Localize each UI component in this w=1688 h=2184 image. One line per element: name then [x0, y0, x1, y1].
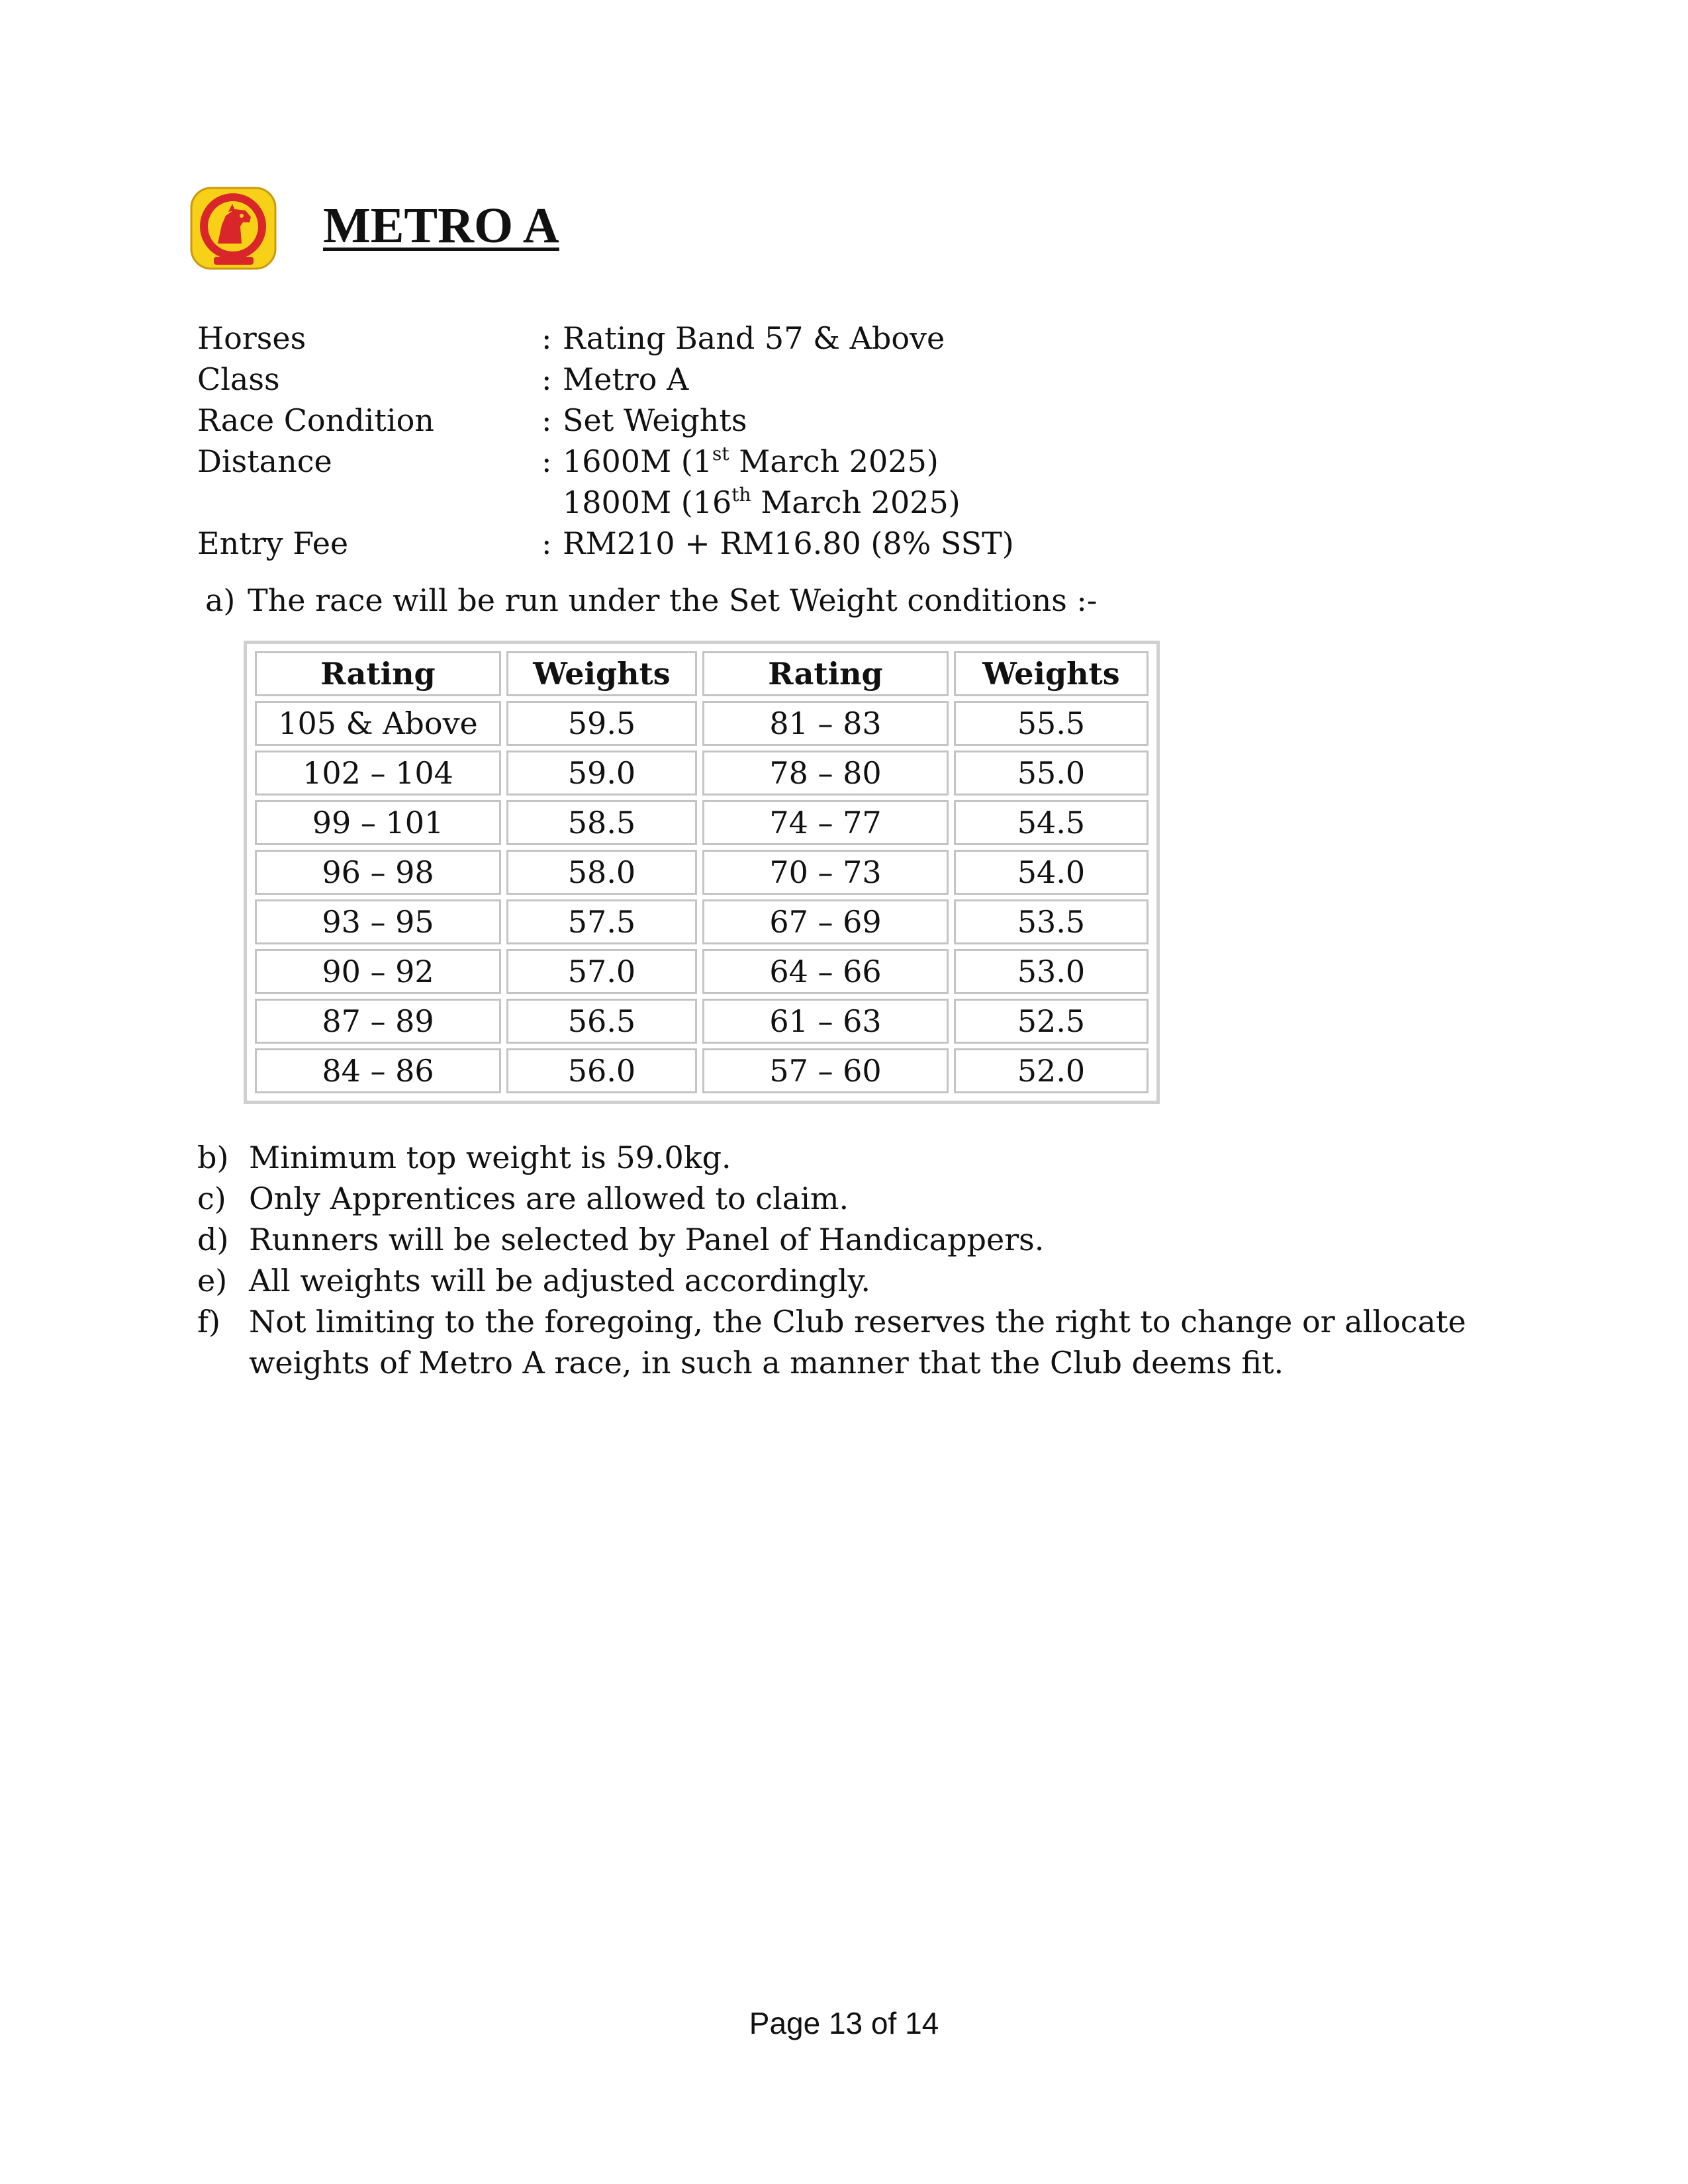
- rating-cell: 96 – 98: [255, 850, 501, 895]
- ordinal-suffix: th: [731, 484, 751, 506]
- weight-cell: 58.5: [506, 800, 697, 845]
- info-colon: :: [541, 525, 552, 561]
- table-row: [255, 949, 1149, 994]
- list-item: [197, 1178, 1480, 1219]
- conditions-list: [197, 1137, 1480, 1383]
- table-row: [255, 701, 1149, 746]
- rating-cell: 57 – 60: [702, 1048, 949, 1093]
- header-weights: Weights: [506, 651, 697, 696]
- list-item: [197, 1301, 1480, 1383]
- table-header-row: [255, 651, 1149, 696]
- rating-cell: 105 & Above: [255, 701, 501, 746]
- header-rating: Rating: [702, 651, 949, 696]
- page-title: METRO A: [323, 198, 559, 253]
- rating-cell: 70 – 73: [702, 850, 949, 895]
- info-value: [563, 482, 961, 523]
- weight-cell: 54.0: [954, 850, 1149, 895]
- ordinal-suffix: st: [712, 443, 729, 465]
- info-row-class: [197, 359, 1014, 400]
- condition-text: Not limiting to the foregoing, the Club reserves the right to change or allocate weights of Metro A race, in such a manner that the Club deems fit.: [249, 1304, 1466, 1381]
- rating-cell: 61 – 63: [702, 999, 949, 1044]
- rating-cell: 87 – 89: [255, 999, 501, 1044]
- rating-cell: 64 – 66: [702, 949, 949, 994]
- rating-cell: 93 – 95: [255, 899, 501, 944]
- weight-cell: 52.0: [954, 1048, 1149, 1093]
- info-row-entry-fee: [197, 523, 1014, 564]
- info-label: Race Condition: [197, 402, 434, 438]
- distance-text: 1600M (1: [563, 443, 713, 479]
- condition-text: All weights will be adjusted accordingly.: [249, 1263, 871, 1298]
- table-row: [255, 751, 1149, 796]
- weight-cell: 57.5: [506, 899, 697, 944]
- rating-cell: 81 – 83: [702, 701, 949, 746]
- header-weights: Weights: [954, 651, 1149, 696]
- info-colon: :: [541, 320, 552, 356]
- list-marker: c): [197, 1181, 226, 1216]
- info-row-distance-2: [197, 482, 1014, 523]
- info-label: Class: [197, 361, 280, 397]
- list-marker: a): [205, 582, 236, 618]
- rating-cell: 84 – 86: [255, 1048, 501, 1093]
- weight-cell: 53.5: [954, 899, 1149, 944]
- table-row: [255, 800, 1149, 845]
- info-colon: :: [541, 361, 552, 397]
- rating-cell: 99 – 101: [255, 800, 501, 845]
- distance-text: March 2025): [729, 443, 939, 479]
- table-row: [255, 899, 1149, 944]
- info-label: Entry Fee: [197, 525, 349, 561]
- table-row: [255, 999, 1149, 1044]
- list-item: [197, 1260, 1480, 1301]
- info-value: RM210 + RM16.80 (8% SST): [563, 525, 1014, 561]
- info-value: Set Weights: [563, 402, 747, 438]
- info-value: Rating Band 57 & Above: [563, 320, 945, 356]
- info-label: Distance: [197, 443, 332, 479]
- table-row: [255, 850, 1149, 895]
- weight-cell: 59.5: [506, 701, 697, 746]
- set-weights-table: [244, 641, 1160, 1104]
- list-marker: f): [197, 1304, 220, 1340]
- weight-cell: 53.0: [954, 949, 1149, 994]
- info-colon: :: [541, 443, 552, 479]
- race-info: [197, 318, 1014, 564]
- page-number: Page 13 of 14: [749, 2006, 939, 2040]
- rating-cell: 78 – 80: [702, 751, 949, 796]
- list-marker: b): [197, 1140, 229, 1175]
- info-value: [563, 441, 939, 482]
- condition-text: The race will be run under the Set Weight conditions :-: [248, 582, 1098, 618]
- list-item: [197, 1137, 1480, 1178]
- list-marker: e): [197, 1263, 228, 1298]
- weight-cell: 52.5: [954, 999, 1149, 1044]
- info-label: Horses: [197, 320, 306, 356]
- info-row-distance: [197, 441, 1014, 482]
- weight-cell: 56.0: [506, 1048, 697, 1093]
- weight-cell: 59.0: [506, 751, 697, 796]
- list-item: [197, 1219, 1480, 1260]
- weight-cell: 57.0: [506, 949, 697, 994]
- weight-cell: 56.5: [506, 999, 697, 1044]
- header-rating: Rating: [255, 651, 501, 696]
- distance-text: March 2025): [751, 484, 961, 520]
- condition-text: Runners will be selected by Panel of Handicappers.: [249, 1222, 1045, 1257]
- table-row: [255, 1048, 1149, 1093]
- weight-cell: 55.5: [954, 701, 1149, 746]
- list-marker: d): [197, 1222, 229, 1257]
- condition-text: Minimum top weight is 59.0kg.: [249, 1140, 731, 1175]
- weight-cell: 54.5: [954, 800, 1149, 845]
- condition-text: Only Apprentices are allowed to claim.: [249, 1181, 849, 1216]
- info-row-race-condition: [197, 400, 1014, 441]
- info-row-horses: [197, 318, 1014, 359]
- condition-a: [205, 582, 1097, 618]
- rating-cell: 67 – 69: [702, 899, 949, 944]
- distance-text: 1800M (16: [563, 484, 732, 520]
- info-value: Metro A: [563, 361, 689, 397]
- weight-cell: 58.0: [506, 850, 697, 895]
- rating-cell: 90 – 92: [255, 949, 501, 994]
- rating-cell: 102 – 104: [255, 751, 501, 796]
- club-logo: [189, 185, 278, 271]
- weight-cell: 55.0: [954, 751, 1149, 796]
- rating-cell: 74 – 77: [702, 800, 949, 845]
- info-colon: :: [541, 402, 552, 438]
